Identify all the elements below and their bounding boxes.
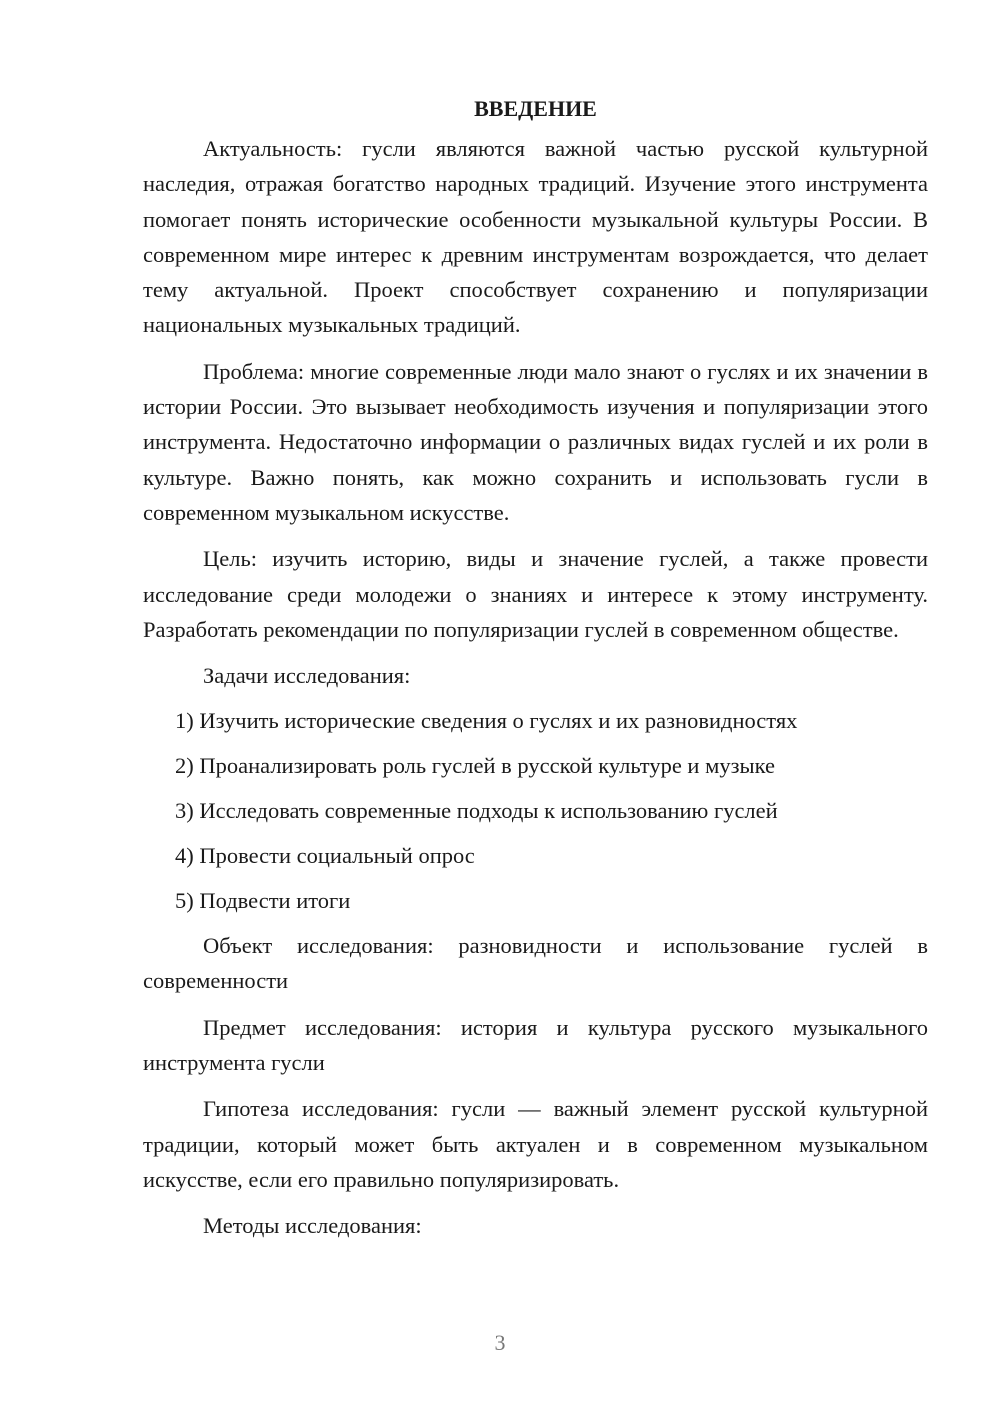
task-item: 4) Провести социальный опрос bbox=[175, 843, 475, 869]
paragraph-relevance: Актуальность: гусли являются важной частью русской культурной наследия, отражая богатство народных традиций. Изучение этого инструмента помогает понять исторические особенности музыкальной культуры России. В современном мире интерес к древним инструментам возрождается, что делает тему актуальной. Проект способствует сохранению и популяризации национальных музыкальных традиций. bbox=[143, 136, 928, 338]
methods-heading: Методы исследования: bbox=[203, 1213, 422, 1239]
page-title: ВВЕДЕНИЕ bbox=[474, 96, 597, 121]
paragraph-hypothesis: Гипотеза исследования: гусли — важный элемент русской культурной традиции, который может быть актуален и в современном музыкальном искусстве, если его правильно популяризировать. bbox=[143, 1096, 928, 1192]
task-item: 2) Проанализировать роль гуслей в русской культуре и музыке bbox=[175, 753, 775, 779]
task-item: 5) Подвести итоги bbox=[175, 888, 351, 914]
paragraph-subject: Предмет исследования: история и культура русского музыкального инструмента гусли bbox=[143, 1014, 928, 1076]
page-number: 3 bbox=[494, 1330, 506, 1355]
tasks-heading: Задачи исследования: bbox=[203, 663, 411, 689]
paragraph-problem: Проблема: многие современные люди мало знают о гуслях и их значении в истории России. Это вызывает необходимость изучения и популяризации этого инструмента. Недостаточно информации о различных видах гуслей и их роли в культуре. Важно понять, как можно сохранить и использовать гусли в современном музыкальном искусстве. bbox=[143, 358, 928, 525]
document-page bbox=[143, 92, 928, 1253]
task-item: 3) Исследовать современные подходы к использованию гуслей bbox=[175, 798, 778, 824]
paragraph-object: Объект исследования: разновидности и использование гуслей в современности bbox=[143, 933, 928, 994]
paragraph-goal: Цель: изучить историю, виды и значение гуслей, а также провести исследование среди молодежи о знаниях и интересе к этому инструменту. Разработать рекомендации по популяризации гуслей в современном обществе. bbox=[143, 546, 928, 642]
task-item: 1) Изучить исторические сведения о гуслях и их разновидностях bbox=[175, 708, 798, 734]
